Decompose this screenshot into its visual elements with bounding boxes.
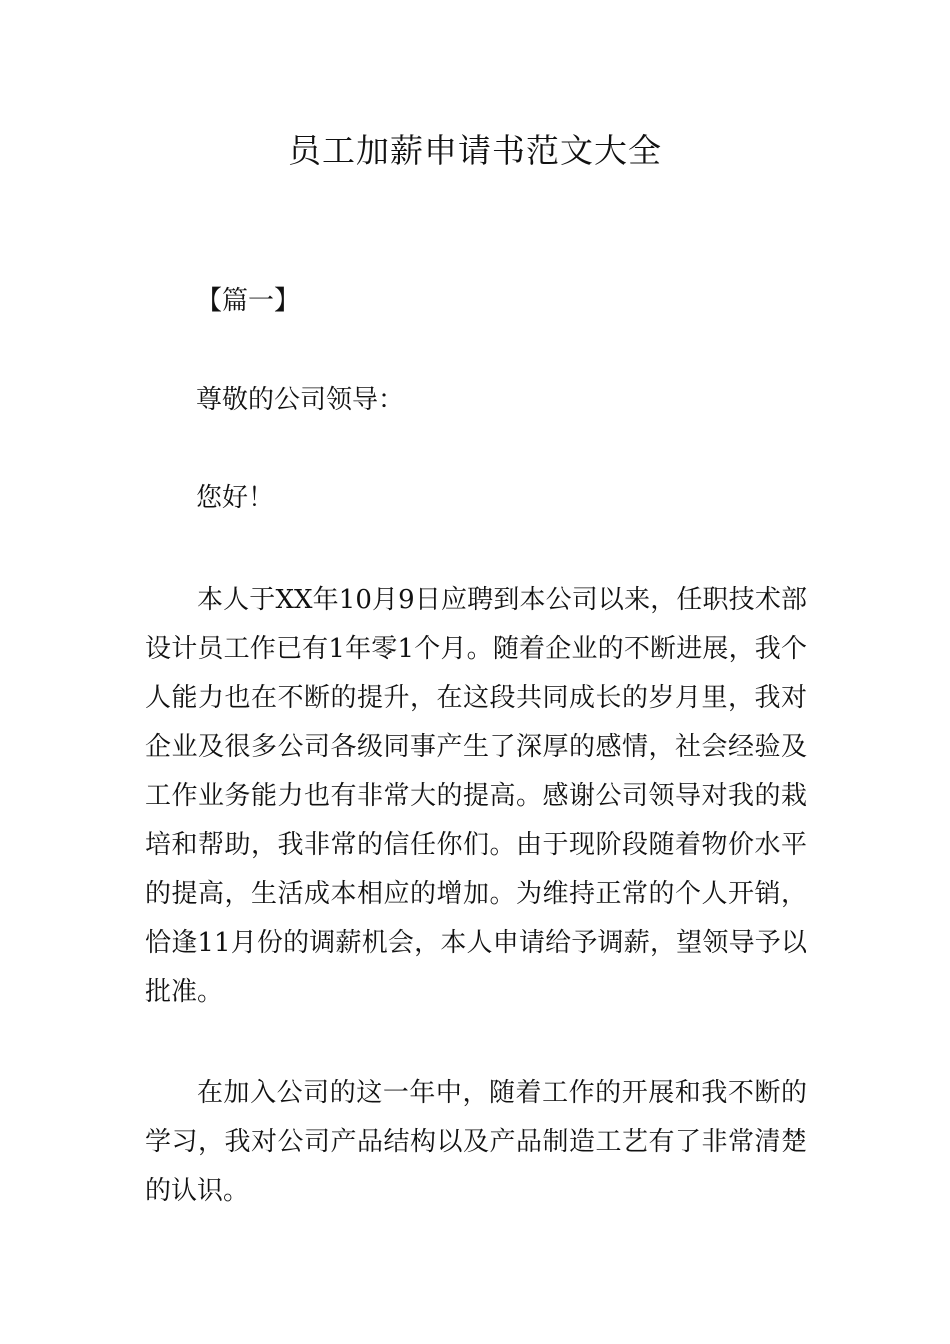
- salutation: 尊敬的公司领导：: [196, 385, 405, 415]
- body-paragraph: 本人于XX年10月9日应聘到本公司以来，任职技术部设计员工作已有1年零1个月。随着企业的不断进展，我个人能力也在不断的提升，在这段共同成长的岁月里，我对企业及很多公司各级同事产生了深厚的感情，社会经验及工作业务能力也有非常大的提高。感谢公司领导对我的栽培和帮助，我非常的信任你们。由于现阶段随着物价水平的提高，生活成本相应的增加。为维持正常的个人开销，恰逢11月份的调薪机会，本人申请给予调薪，望领导予以批准。: [145, 585, 807, 1007]
- greeting: 您好！: [196, 483, 275, 513]
- section-label: 【篇一】: [196, 286, 301, 316]
- document-title: 员工加薪申请书范文大全: [288, 131, 662, 170]
- body-paragraph: 在加入公司的这一年中，随着工作的开展和我不断的学习，我对公司产品结构以及产品制造工艺有了非常清楚的认识。: [145, 1078, 807, 1206]
